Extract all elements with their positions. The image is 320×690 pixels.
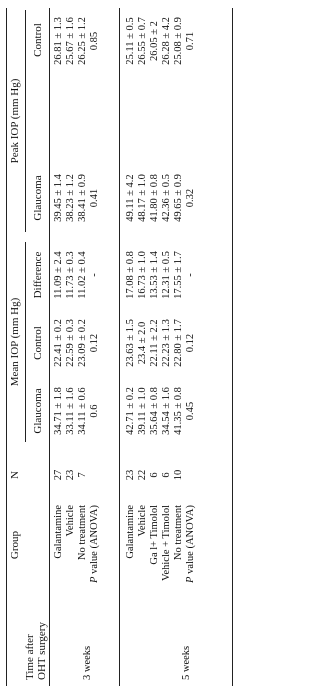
peak-control-cell: 26.05 ± 2 <box>149 21 160 61</box>
peak-control-cell: 25.08 ± 0.9 <box>173 17 184 65</box>
pvalue-peak-control: 0.71 <box>185 31 196 51</box>
difference-cell: 11.02 ± 0.4 <box>77 251 88 299</box>
pvalue-label <box>185 505 197 600</box>
group-cell: Ga l+ Timolol <box>149 505 160 565</box>
peak-iop-underline <box>25 10 26 232</box>
top-rule <box>6 8 7 686</box>
group-cell: Vehicle <box>65 505 76 537</box>
mean-glaucoma-cell: 35.64 ± 0.8 <box>149 387 160 435</box>
n-cell: 6 <box>149 472 160 478</box>
n-cell: 23 <box>125 469 136 481</box>
mean-control-cell: 22.80 ± 1.7 <box>173 319 184 367</box>
peak-glaucoma-cell: 39.45 ± 1.4 <box>53 174 64 222</box>
header-n: N <box>9 471 21 479</box>
mean-control-cell: 22.23 ± 1.3 <box>161 319 172 367</box>
mean-glaucoma-cell: 39.11 ± 1.0 <box>137 387 148 435</box>
peak-glaucoma-cell: 41.80 ± 0.8 <box>149 174 160 222</box>
mean-control-cell: 23.09 ± 0.2 <box>77 319 88 367</box>
n-cell: 22 <box>137 469 148 481</box>
group-cell: Galantamine <box>125 505 136 559</box>
peak-control-cell: 26.55 ± 0.7 <box>137 17 148 65</box>
pvalue-mean-glaucoma: 0.6 <box>89 404 100 418</box>
mean-glaucoma-cell: 34.54 ± 1.6 <box>161 387 172 435</box>
header-peak-control: Control <box>32 23 44 57</box>
pvalue-mean-control: 0.12 <box>185 333 196 353</box>
n-cell: 7 <box>77 472 88 478</box>
difference-cell: 13.53 ± 1.4 <box>149 251 160 299</box>
pvalue-peak-glaucoma: 0.32 <box>185 188 196 208</box>
group-cell: Vehicle <box>137 505 148 537</box>
header-time-after: Time after <box>24 634 36 680</box>
header-oht-surgery: OHT surgery <box>36 622 48 680</box>
mean-control-cell: 22.41 ± 0.2 <box>53 319 64 367</box>
header-mean-glaucoma: Glaucoma <box>32 388 44 434</box>
n-cell: 6 <box>161 472 172 478</box>
header-peak-iop: Peak IOP (mm Hg) <box>9 78 21 164</box>
pvalue-peak-control: 0.85 <box>89 31 100 51</box>
pvalue-p: P <box>185 576 196 583</box>
difference-cell: 17.08 ± 0.8 <box>125 251 136 299</box>
pvalue-label <box>89 505 101 600</box>
difference-cell: 17.55 ± 1.7 <box>173 251 184 299</box>
peak-glaucoma-cell: 42.36 ± 0.5 <box>161 174 172 222</box>
mean-control-cell: 23.63 ± 1.5 <box>125 319 136 367</box>
pvalue-p: P <box>89 576 100 583</box>
n-cell: 23 <box>65 469 76 481</box>
pvalue-mean-glaucoma: 0.45 <box>185 401 196 421</box>
n-cell: 10 <box>173 469 184 481</box>
mean-glaucoma-cell: 34.11 ± 0.6 <box>77 387 88 435</box>
peak-glaucoma-cell: 38.41 ± 0.9 <box>77 174 88 222</box>
section-divider-rule <box>119 8 120 686</box>
time-5-weeks: 5 weeks <box>181 645 192 680</box>
mean-control-cell: 22.59 ± 0.3 <box>65 319 76 367</box>
mean-glaucoma-cell: 33.11 ± 1.6 <box>65 387 76 435</box>
difference-cell: 12.31 ± 0.5 <box>161 251 172 299</box>
group-cell: No treatment <box>173 505 184 561</box>
time-3-weeks: 3 weeks <box>82 645 93 680</box>
mean-control-cell: 23.4 ± 2.0 <box>137 321 148 365</box>
pvalue-difference: - <box>89 273 100 277</box>
header-group: Group <box>9 530 21 560</box>
peak-glaucoma-cell: 49.11 ± 4.2 <box>125 174 136 222</box>
bottom-rule <box>232 8 233 686</box>
mean-control-cell: 22.11 ± 2.2 <box>149 319 160 367</box>
difference-cell: 16.73 ± 1.0 <box>137 251 148 299</box>
mean-glaucoma-cell: 34.71 ± 1.8 <box>53 387 64 435</box>
peak-glaucoma-cell: 49.65 ± 0.9 <box>173 174 184 222</box>
pvalue-difference: - <box>185 273 196 277</box>
header-peak-glaucoma: Glaucoma <box>32 175 44 221</box>
mean-glaucoma-cell: 41.35 ± 0.8 <box>173 387 184 435</box>
group-cell: Vehicle + Timolol <box>161 505 172 581</box>
header-mean-control: Control <box>32 326 44 360</box>
header-mean-iop: Mean IOP (mm Hg) <box>9 297 21 387</box>
mean-glaucoma-cell: 42.71 ± 0.2 <box>125 387 136 435</box>
pvalue-rest: value (ANOVA) <box>89 505 100 577</box>
peak-control-cell: 25.11 ± 0.5 <box>125 17 136 65</box>
n-cell: 27 <box>53 469 64 481</box>
group-cell: Galantamine <box>53 505 64 559</box>
group-cell: No treatment <box>77 505 88 561</box>
header-bottom-rule <box>49 8 50 686</box>
difference-cell: 11.09 ± 2.4 <box>53 251 64 299</box>
pvalue-peak-glaucoma: 0.41 <box>89 188 100 208</box>
peak-glaucoma-cell: 48.17 ± 1.0 <box>137 174 148 222</box>
header-mean-difference: Difference <box>32 251 44 299</box>
peak-glaucoma-cell: 38.23 ± 1.2 <box>65 174 76 222</box>
peak-control-cell: 26.25 ± 1.2 <box>77 17 88 65</box>
peak-control-cell: 25.67 ± 1.6 <box>65 17 76 65</box>
pvalue-mean-control: 0.12 <box>89 333 100 353</box>
difference-cell: 11.73 ± 0.3 <box>65 251 76 299</box>
peak-control-cell: 26.81 ± 1.3 <box>53 17 64 65</box>
mean-iop-underline <box>25 242 26 442</box>
peak-control-cell: 26.28 ± 4.2 <box>161 17 172 65</box>
pvalue-rest: value (ANOVA) <box>185 505 196 577</box>
